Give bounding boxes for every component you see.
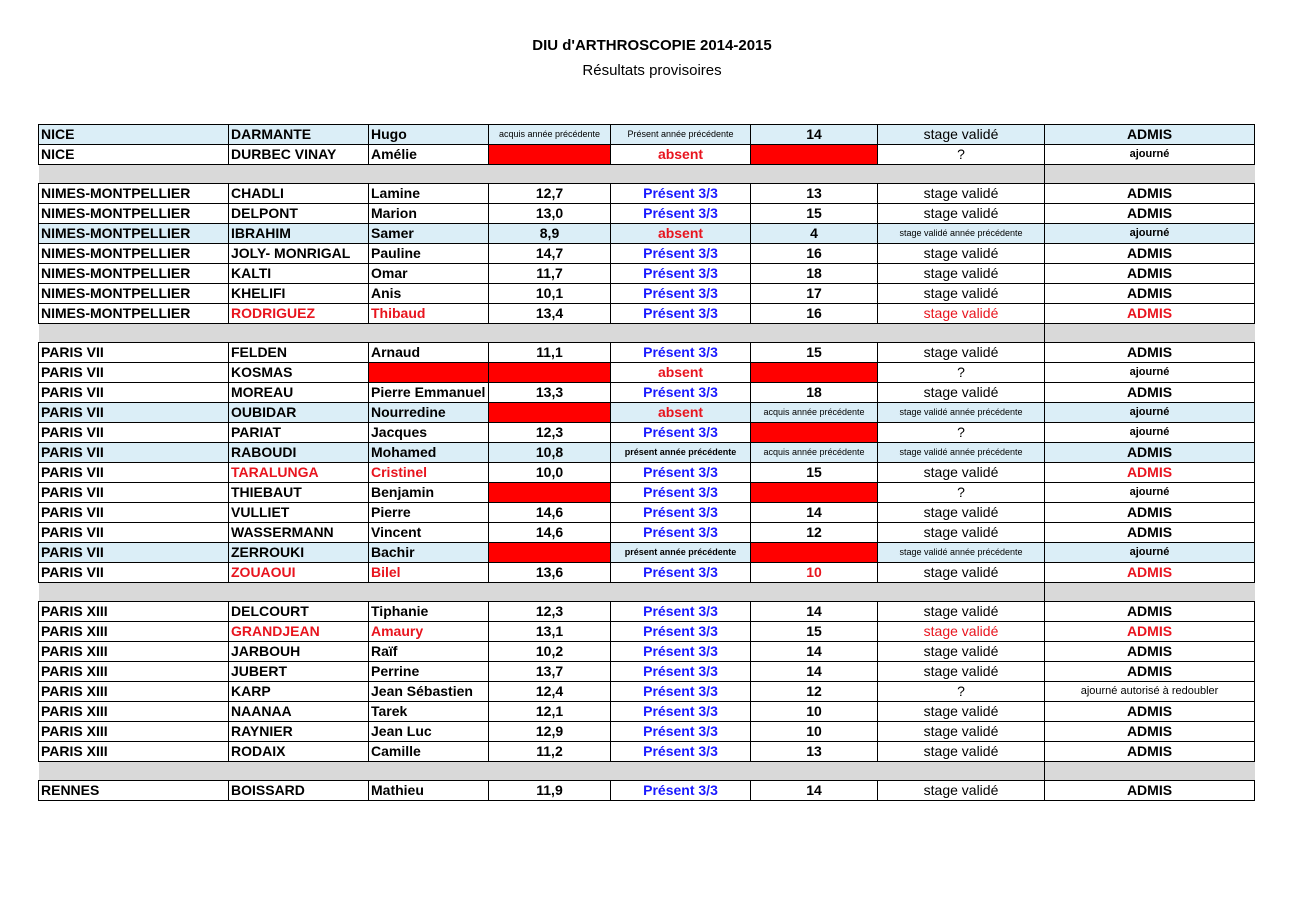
- centre-cell: RENNES: [39, 781, 229, 801]
- separator-cell: [1045, 324, 1255, 343]
- attendance-cell: Présent 3/3: [611, 742, 751, 762]
- result-cell: ADMIS: [1045, 264, 1255, 284]
- result-cell: ADMIS: [1045, 742, 1255, 762]
- result-cell: ajourné: [1045, 543, 1255, 563]
- attendance-cell: Présent 3/3: [611, 523, 751, 543]
- internship-cell: ?: [878, 363, 1045, 383]
- exam-score-cell: 14,6: [489, 503, 611, 523]
- result-cell: ADMIS: [1045, 284, 1255, 304]
- grade-cell: 18: [751, 264, 878, 284]
- last-name-cell: OUBIDAR: [229, 403, 369, 423]
- centre-cell: PARIS VII: [39, 483, 229, 503]
- result-cell: ADMIS: [1045, 702, 1255, 722]
- exam-score-cell: 12,1: [489, 702, 611, 722]
- first-name-cell: Pauline: [369, 244, 489, 264]
- grade-cell: 16: [751, 304, 878, 324]
- last-name-cell: BOISSARD: [229, 781, 369, 801]
- attendance-cell: Présent 3/3: [611, 642, 751, 662]
- attendance-cell: Présent 3/3: [611, 662, 751, 682]
- first-name-cell: Marion: [369, 204, 489, 224]
- first-name-cell: Jean Sébastien: [369, 682, 489, 702]
- table-row: [39, 662, 1255, 682]
- centre-cell: NIMES-MONTPELLIER: [39, 244, 229, 264]
- table-row: [39, 145, 1255, 165]
- exam-score-cell: 12,9: [489, 722, 611, 742]
- first-name-cell: Cristinel: [369, 463, 489, 483]
- attendance-cell: Présent 3/3: [611, 702, 751, 722]
- grade-cell: 15: [751, 343, 878, 363]
- first-name-cell: Bilel: [369, 563, 489, 583]
- first-name-cell: Benjamin: [369, 483, 489, 503]
- centre-cell: PARIS XIII: [39, 662, 229, 682]
- table-row: [39, 244, 1255, 264]
- attendance-cell: absent: [611, 363, 751, 383]
- section-separator: [39, 324, 1255, 343]
- table-row: [39, 443, 1255, 463]
- table-row: [39, 343, 1255, 363]
- grade-cell: 14: [751, 125, 878, 145]
- last-name-cell: RAYNIER: [229, 722, 369, 742]
- first-name-cell: Nourredine: [369, 403, 489, 423]
- result-cell: ajourné autorisé à redoubler: [1045, 682, 1255, 702]
- last-name-cell: DELCOURT: [229, 602, 369, 622]
- table-row: [39, 403, 1255, 423]
- exam-score-cell: 12,3: [489, 602, 611, 622]
- last-name-cell: RABOUDI: [229, 443, 369, 463]
- results-table-body: [39, 125, 1255, 801]
- separator-cell: [1045, 165, 1255, 184]
- centre-cell: PARIS VII: [39, 503, 229, 523]
- centre-cell: PARIS XIII: [39, 722, 229, 742]
- table-row: [39, 781, 1255, 801]
- separator-cell: [39, 583, 1045, 602]
- grade-cell: 15: [751, 463, 878, 483]
- attendance-cell: présent année précédente: [611, 443, 751, 463]
- internship-cell: stage validé: [878, 722, 1045, 742]
- last-name-cell: FELDEN: [229, 343, 369, 363]
- attendance-cell: présent année précédente: [611, 543, 751, 563]
- attendance-cell: Présent 3/3: [611, 602, 751, 622]
- centre-cell: PARIS XIII: [39, 622, 229, 642]
- grade-cell: 13: [751, 742, 878, 762]
- table-row: [39, 204, 1255, 224]
- exam-score-cell: [489, 403, 611, 423]
- section-separator: [39, 583, 1255, 602]
- centre-cell: PARIS VII: [39, 563, 229, 583]
- exam-score-cell: 13,4: [489, 304, 611, 324]
- separator-cell: [1045, 583, 1255, 602]
- internship-cell: stage validé: [878, 523, 1045, 543]
- exam-score-cell: 10,2: [489, 642, 611, 662]
- internship-cell: stage validé: [878, 702, 1045, 722]
- attendance-cell: Présent 3/3: [611, 284, 751, 304]
- last-name-cell: KHELIFI: [229, 284, 369, 304]
- last-name-cell: KARP: [229, 682, 369, 702]
- grade-cell: 14: [751, 503, 878, 523]
- internship-cell: ?: [878, 682, 1045, 702]
- last-name-cell: DARMANTE: [229, 125, 369, 145]
- centre-cell: PARIS VII: [39, 343, 229, 363]
- exam-score-cell: 14,7: [489, 244, 611, 264]
- table-row: [39, 622, 1255, 642]
- section-separator: [39, 762, 1255, 781]
- last-name-cell: DELPONT: [229, 204, 369, 224]
- centre-cell: PARIS VII: [39, 443, 229, 463]
- result-cell: ADMIS: [1045, 523, 1255, 543]
- result-cell: ajourné: [1045, 483, 1255, 503]
- grade-cell: 14: [751, 662, 878, 682]
- result-cell: ADMIS: [1045, 642, 1255, 662]
- centre-cell: NICE: [39, 145, 229, 165]
- internship-cell: stage validé: [878, 184, 1045, 204]
- first-name-cell: Pierre: [369, 503, 489, 523]
- centre-cell: PARIS XIII: [39, 602, 229, 622]
- centre-cell: NICE: [39, 125, 229, 145]
- table-row: [39, 543, 1255, 563]
- internship-cell: stage validé: [878, 662, 1045, 682]
- table-row: [39, 463, 1255, 483]
- result-cell: ADMIS: [1045, 304, 1255, 324]
- grade-cell: 12: [751, 523, 878, 543]
- result-cell: ADMIS: [1045, 662, 1255, 682]
- table-row: [39, 423, 1255, 443]
- table-row: [39, 742, 1255, 762]
- centre-cell: PARIS VII: [39, 463, 229, 483]
- internship-cell: stage validé: [878, 781, 1045, 801]
- internship-cell: stage validé: [878, 563, 1045, 583]
- exam-score-cell: 13,3: [489, 383, 611, 403]
- result-cell: ajourné: [1045, 145, 1255, 165]
- exam-score-cell: 13,0: [489, 204, 611, 224]
- result-cell: ADMIS: [1045, 503, 1255, 523]
- first-name-cell: Tarek: [369, 702, 489, 722]
- section-separator: [39, 165, 1255, 184]
- centre-cell: PARIS XIII: [39, 642, 229, 662]
- first-name-cell: Vincent: [369, 523, 489, 543]
- table-row: [39, 682, 1255, 702]
- last-name-cell: RODAIX: [229, 742, 369, 762]
- exam-score-cell: 11,9: [489, 781, 611, 801]
- last-name-cell: THIEBAUT: [229, 483, 369, 503]
- separator-cell: [39, 324, 1045, 343]
- attendance-cell: Présent 3/3: [611, 204, 751, 224]
- attendance-cell: Présent 3/3: [611, 304, 751, 324]
- table-row: [39, 503, 1255, 523]
- grade-cell: 17: [751, 284, 878, 304]
- first-name-cell: Mohamed: [369, 443, 489, 463]
- last-name-cell: ZERROUKI: [229, 543, 369, 563]
- result-cell: ADMIS: [1045, 781, 1255, 801]
- result-cell: ADMIS: [1045, 602, 1255, 622]
- table-row: [39, 284, 1255, 304]
- separator-cell: [39, 762, 1045, 781]
- centre-cell: NIMES-MONTPELLIER: [39, 264, 229, 284]
- table-row: [39, 125, 1255, 145]
- exam-score-cell: 11,7: [489, 264, 611, 284]
- attendance-cell: Présent 3/3: [611, 781, 751, 801]
- centre-cell: NIMES-MONTPELLIER: [39, 184, 229, 204]
- grade-cell: [751, 423, 878, 443]
- centre-cell: PARIS VII: [39, 523, 229, 543]
- first-name-cell: Bachir: [369, 543, 489, 563]
- attendance-cell: Présent 3/3: [611, 423, 751, 443]
- attendance-cell: Présent 3/3: [611, 264, 751, 284]
- separator-cell: [39, 165, 1045, 184]
- last-name-cell: DURBEC VINAY: [229, 145, 369, 165]
- last-name-cell: RODRIGUEZ: [229, 304, 369, 324]
- first-name-cell: Jacques: [369, 423, 489, 443]
- last-name-cell: KOSMAS: [229, 363, 369, 383]
- exam-score-cell: 13,1: [489, 622, 611, 642]
- result-cell: ADMIS: [1045, 722, 1255, 742]
- result-cell: ADMIS: [1045, 563, 1255, 583]
- internship-cell: stage validé: [878, 503, 1045, 523]
- centre-cell: NIMES-MONTPELLIER: [39, 284, 229, 304]
- page-subtitle: Résultats provisoires: [582, 62, 722, 79]
- internship-cell: stage validé: [878, 304, 1045, 324]
- centre-cell: PARIS VII: [39, 423, 229, 443]
- attendance-cell: Présent 3/3: [611, 343, 751, 363]
- internship-cell: ?: [878, 145, 1045, 165]
- centre-cell: NIMES-MONTPELLIER: [39, 224, 229, 244]
- result-cell: ADMIS: [1045, 204, 1255, 224]
- last-name-cell: IBRAHIM: [229, 224, 369, 244]
- exam-score-cell: [489, 543, 611, 563]
- grade-cell: 14: [751, 781, 878, 801]
- exam-score-cell: 12,7: [489, 184, 611, 204]
- first-name-cell: Pierre Emmanuel: [369, 383, 489, 403]
- internship-cell: stage validé: [878, 622, 1045, 642]
- result-cell: ADMIS: [1045, 622, 1255, 642]
- exam-score-cell: 10,8: [489, 443, 611, 463]
- centre-cell: NIMES-MONTPELLIER: [39, 204, 229, 224]
- exam-score-cell: 14,6: [489, 523, 611, 543]
- first-name-cell: Amaury: [369, 622, 489, 642]
- internship-cell: stage validé: [878, 284, 1045, 304]
- grade-cell: 15: [751, 204, 878, 224]
- table-row: [39, 702, 1255, 722]
- separator-cell: [1045, 762, 1255, 781]
- centre-cell: PARIS XIII: [39, 742, 229, 762]
- last-name-cell: WASSERMANN: [229, 523, 369, 543]
- last-name-cell: JOLY- MONRIGAL: [229, 244, 369, 264]
- grade-cell: 12: [751, 682, 878, 702]
- last-name-cell: NAANAA: [229, 702, 369, 722]
- first-name-cell: Omar: [369, 264, 489, 284]
- attendance-cell: absent: [611, 403, 751, 423]
- first-name-cell: Camille: [369, 742, 489, 762]
- grade-cell: acquis année précédente: [751, 403, 878, 423]
- internship-cell: stage validé: [878, 125, 1045, 145]
- internship-cell: stage validé: [878, 204, 1045, 224]
- exam-score-cell: 12,3: [489, 423, 611, 443]
- grade-cell: 10: [751, 702, 878, 722]
- grade-cell: 14: [751, 602, 878, 622]
- internship-cell: stage validé: [878, 642, 1045, 662]
- internship-cell: ?: [878, 483, 1045, 503]
- exam-score-cell: 13,7: [489, 662, 611, 682]
- result-cell: ADMIS: [1045, 244, 1255, 264]
- first-name-cell: Lamine: [369, 184, 489, 204]
- exam-score-cell: 12,4: [489, 682, 611, 702]
- grade-cell: 14: [751, 642, 878, 662]
- grade-cell: 10: [751, 722, 878, 742]
- result-cell: ADMIS: [1045, 463, 1255, 483]
- table-row: [39, 304, 1255, 324]
- table-row: [39, 523, 1255, 543]
- centre-cell: PARIS XIII: [39, 702, 229, 722]
- centre-cell: PARIS VII: [39, 383, 229, 403]
- table-row: [39, 184, 1255, 204]
- exam-score-cell: [489, 145, 611, 165]
- attendance-cell: Présent 3/3: [611, 563, 751, 583]
- last-name-cell: KALTI: [229, 264, 369, 284]
- result-cell: ajourné: [1045, 224, 1255, 244]
- grade-cell: 16: [751, 244, 878, 264]
- exam-score-cell: 10,0: [489, 463, 611, 483]
- centre-cell: PARIS XIII: [39, 682, 229, 702]
- first-name-cell: Mathieu: [369, 781, 489, 801]
- attendance-cell: Présent 3/3: [611, 463, 751, 483]
- last-name-cell: PARIAT: [229, 423, 369, 443]
- first-name-cell: Hugo: [369, 125, 489, 145]
- grade-cell: 10: [751, 563, 878, 583]
- attendance-cell: Présent 3/3: [611, 722, 751, 742]
- first-name-cell: Amélie: [369, 145, 489, 165]
- internship-cell: stage validé: [878, 383, 1045, 403]
- attendance-cell: Présent année précédente: [611, 125, 751, 145]
- table-row: [39, 722, 1255, 742]
- exam-score-cell: 11,1: [489, 343, 611, 363]
- grade-cell: 15: [751, 622, 878, 642]
- grade-cell: 18: [751, 383, 878, 403]
- exam-score-cell: 8,9: [489, 224, 611, 244]
- centre-cell: PARIS VII: [39, 363, 229, 383]
- result-cell: ajourné: [1045, 403, 1255, 423]
- result-cell: ADMIS: [1045, 383, 1255, 403]
- first-name-cell: Perrine: [369, 662, 489, 682]
- table-row: [39, 642, 1255, 662]
- first-name-cell: [369, 363, 489, 383]
- internship-cell: stage validé année précédente: [878, 403, 1045, 423]
- last-name-cell: CHADLI: [229, 184, 369, 204]
- table-row: [39, 224, 1255, 244]
- centre-cell: PARIS VII: [39, 543, 229, 563]
- attendance-cell: absent: [611, 224, 751, 244]
- last-name-cell: VULLIET: [229, 503, 369, 523]
- exam-score-cell: acquis année précédente: [489, 125, 611, 145]
- first-name-cell: Arnaud: [369, 343, 489, 363]
- attendance-cell: Présent 3/3: [611, 483, 751, 503]
- grade-cell: 4: [751, 224, 878, 244]
- page-title: DIU d'ARTHROSCOPIE 2014-2015: [532, 37, 772, 54]
- last-name-cell: ZOUAOUI: [229, 563, 369, 583]
- table-row: [39, 563, 1255, 583]
- grade-cell: [751, 145, 878, 165]
- result-cell: ADMIS: [1045, 343, 1255, 363]
- internship-cell: stage validé année précédente: [878, 224, 1045, 244]
- internship-cell: ?: [878, 423, 1045, 443]
- internship-cell: stage validé: [878, 602, 1045, 622]
- attendance-cell: absent: [611, 145, 751, 165]
- exam-score-cell: [489, 363, 611, 383]
- attendance-cell: Présent 3/3: [611, 622, 751, 642]
- table-row: [39, 264, 1255, 284]
- internship-cell: stage validé: [878, 343, 1045, 363]
- result-cell: ADMIS: [1045, 184, 1255, 204]
- result-cell: ajourné: [1045, 423, 1255, 443]
- result-cell: ADMIS: [1045, 125, 1255, 145]
- exam-score-cell: [489, 483, 611, 503]
- internship-cell: stage validé: [878, 463, 1045, 483]
- internship-cell: stage validé: [878, 244, 1045, 264]
- attendance-cell: Présent 3/3: [611, 184, 751, 204]
- exam-score-cell: 11,2: [489, 742, 611, 762]
- attendance-cell: Présent 3/3: [611, 383, 751, 403]
- table-row: [39, 602, 1255, 622]
- grade-cell: acquis année précédente: [751, 443, 878, 463]
- first-name-cell: Raïf: [369, 642, 489, 662]
- last-name-cell: GRANDJEAN: [229, 622, 369, 642]
- grade-cell: 13: [751, 184, 878, 204]
- result-cell: ADMIS: [1045, 443, 1255, 463]
- internship-cell: stage validé: [878, 742, 1045, 762]
- table-row: [39, 363, 1255, 383]
- centre-cell: NIMES-MONTPELLIER: [39, 304, 229, 324]
- attendance-cell: Présent 3/3: [611, 244, 751, 264]
- exam-score-cell: 13,6: [489, 563, 611, 583]
- grade-cell: [751, 543, 878, 563]
- last-name-cell: JARBOUH: [229, 642, 369, 662]
- table-row: [39, 483, 1255, 503]
- first-name-cell: Tiphanie: [369, 602, 489, 622]
- first-name-cell: Anis: [369, 284, 489, 304]
- result-cell: ajourné: [1045, 363, 1255, 383]
- last-name-cell: JUBERT: [229, 662, 369, 682]
- attendance-cell: Présent 3/3: [611, 682, 751, 702]
- internship-cell: stage validé: [878, 264, 1045, 284]
- internship-cell: stage validé année précédente: [878, 543, 1045, 563]
- results-table: [38, 124, 1255, 801]
- table-row: [39, 383, 1255, 403]
- centre-cell: PARIS VII: [39, 403, 229, 423]
- last-name-cell: MOREAU: [229, 383, 369, 403]
- first-name-cell: Thibaud: [369, 304, 489, 324]
- internship-cell: stage validé année précédente: [878, 443, 1045, 463]
- exam-score-cell: 10,1: [489, 284, 611, 304]
- first-name-cell: Samer: [369, 224, 489, 244]
- grade-cell: [751, 363, 878, 383]
- attendance-cell: Présent 3/3: [611, 503, 751, 523]
- grade-cell: [751, 483, 878, 503]
- first-name-cell: Jean Luc: [369, 722, 489, 742]
- last-name-cell: TARALUNGA: [229, 463, 369, 483]
